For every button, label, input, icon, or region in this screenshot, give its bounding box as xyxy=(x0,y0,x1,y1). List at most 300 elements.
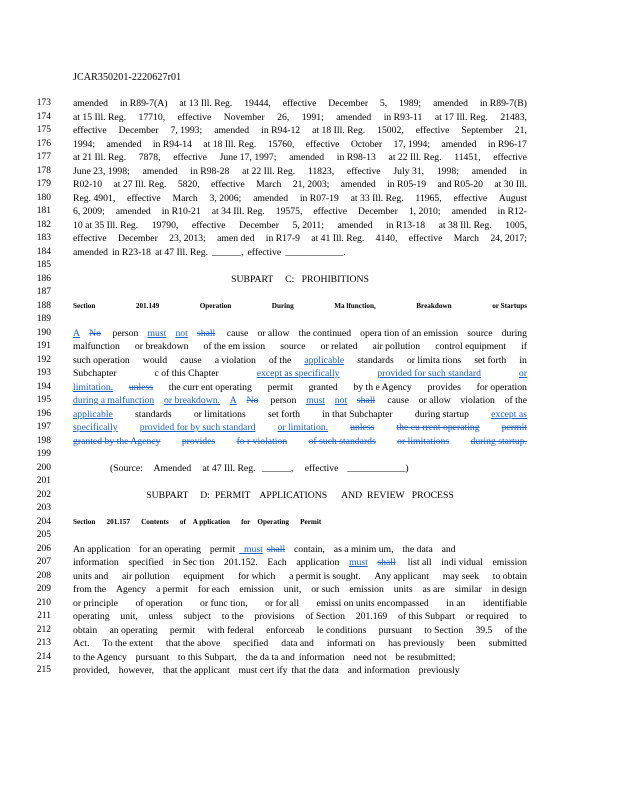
text-segment: December xyxy=(358,206,398,217)
text-segment: effective xyxy=(415,125,450,136)
text-segment: 1998; xyxy=(436,165,459,177)
text-segment: 11823, xyxy=(307,165,335,177)
text-segment: units and xyxy=(73,570,109,582)
document-line xyxy=(35,232,595,245)
text-segment: in R10-21 xyxy=(161,206,201,217)
text-segment: the continued xyxy=(298,327,352,339)
text-segment: by th e Agency xyxy=(353,381,412,393)
document-line xyxy=(35,529,595,542)
text-segment: 1, 2010; xyxy=(408,206,441,217)
text-segment: Ma lfunction, xyxy=(334,301,376,310)
text-segment: R02-10 xyxy=(73,179,103,190)
text-segment: in R23-18 xyxy=(111,246,151,258)
text-segment: air pollution xyxy=(121,570,170,582)
text-segment: le conditions xyxy=(316,624,367,636)
line-text xyxy=(73,651,527,664)
line-number: 202 xyxy=(36,489,51,500)
line-number: 212 xyxy=(36,624,51,635)
line-text xyxy=(73,435,527,448)
text-segment: at 30 Ill. xyxy=(494,179,527,190)
text-segment: or for all xyxy=(265,597,300,609)
inserted-text: A xyxy=(229,395,237,406)
text-segment: effective xyxy=(453,192,488,204)
text-segment: or limita tions xyxy=(406,354,462,366)
text-segment: effective xyxy=(305,138,340,150)
text-segment: amended xyxy=(432,98,468,109)
text-segment: that the above xyxy=(165,638,221,649)
text-segment: November xyxy=(223,111,265,123)
text-segment: amended xyxy=(340,179,376,190)
text-segment: or related xyxy=(320,341,358,352)
text-segment: 1005, xyxy=(505,219,527,231)
text-segment: 11451, xyxy=(454,152,481,163)
text-segment: from the xyxy=(73,584,107,595)
text-segment: or limitations xyxy=(193,408,246,420)
text-segment: for each xyxy=(198,584,230,595)
text-segment: identifiable xyxy=(482,597,527,609)
line-number: 176 xyxy=(36,138,51,149)
document-line xyxy=(35,489,595,502)
text-segment: 21483, xyxy=(500,111,527,123)
line-number: 210 xyxy=(36,597,51,608)
document-line xyxy=(35,219,595,232)
text-segment: at 15 Ill. Reg. xyxy=(73,111,127,123)
text-segment: of A pplication xyxy=(172,517,230,526)
line-text xyxy=(73,489,527,502)
text-segment: amended xyxy=(73,98,108,109)
line-text xyxy=(73,394,527,407)
text-segment: 19444, xyxy=(244,98,271,109)
text-segment: during xyxy=(501,327,527,339)
deleted-text: granted by the Agency xyxy=(73,435,161,447)
document-line xyxy=(35,367,595,380)
document-line xyxy=(35,664,595,677)
text-segment: at 17 Ill. Reg. xyxy=(434,111,488,123)
line-text xyxy=(73,246,527,259)
line-text xyxy=(73,111,527,124)
text-segment: Subchapter xyxy=(73,368,117,379)
line-number: 182 xyxy=(36,219,51,230)
text-segment: need not xyxy=(348,651,387,663)
inserted-text: specifically xyxy=(73,422,118,433)
text-segment: information xyxy=(298,651,345,663)
text-segment: ______, xyxy=(259,462,294,474)
line-number: 211 xyxy=(37,611,51,621)
text-segment: and R05-20 xyxy=(437,179,483,190)
document-line xyxy=(35,516,595,529)
text-segment: of the em ission xyxy=(203,341,266,352)
line-number: 197 xyxy=(36,422,51,432)
text-segment: at 41 Ill. Reg. xyxy=(311,233,365,244)
document-line xyxy=(35,597,595,610)
text-segment: set forth xyxy=(474,354,507,366)
line-number: 205 xyxy=(36,530,51,540)
document-line xyxy=(35,421,595,434)
text-segment: at 47 Ill. Reg. xyxy=(155,246,209,258)
text-segment: at 18 Ill. Reg. xyxy=(203,138,257,150)
line-text xyxy=(73,300,527,313)
line-text xyxy=(73,583,527,596)
text-segment: at 38 Ill. Reg. xyxy=(438,219,492,231)
document-line xyxy=(35,313,595,326)
text-segment: as are xyxy=(422,584,445,595)
text-segment: at 33 Ill. Reg. xyxy=(350,192,404,204)
line-text xyxy=(73,192,527,205)
inserted-text: or breakdown. xyxy=(164,395,220,406)
text-segment: effective xyxy=(191,219,226,231)
line-number: 173 xyxy=(36,98,51,108)
text-segment: must cert ify xyxy=(233,665,288,676)
text-segment: that the data xyxy=(291,665,339,676)
text-segment: person xyxy=(268,395,297,406)
line-text xyxy=(73,624,527,637)
text-segment: 21, 2003; xyxy=(292,179,330,190)
text-segment: amended xyxy=(289,152,325,163)
document-line xyxy=(35,192,595,205)
text-segment: to obtain xyxy=(492,570,527,582)
text-segment: March xyxy=(172,192,198,204)
text-segment: effective xyxy=(211,179,245,190)
text-segment: 19575, xyxy=(275,206,303,217)
line-number: 186 xyxy=(36,273,51,284)
text-segment: 15760, xyxy=(267,138,295,150)
text-segment: provides xyxy=(427,381,461,393)
text-segment: Reg. 4901, xyxy=(73,192,116,204)
inserted-text: must xyxy=(348,557,368,568)
document-line xyxy=(35,381,595,394)
text-segment: in R12- xyxy=(497,206,527,217)
document-line xyxy=(35,286,595,299)
text-segment: in an xyxy=(446,597,466,609)
text-segment: amended xyxy=(115,206,151,217)
text-segment: Each xyxy=(267,557,287,568)
text-segment: December xyxy=(239,219,279,231)
text-segment: granted xyxy=(308,381,338,393)
text-segment: 15002, xyxy=(377,125,404,136)
text-segment: at 34 Ill. Reg. xyxy=(211,206,265,217)
text-segment: effective xyxy=(346,165,381,177)
text-segment: or func tion, xyxy=(200,597,248,609)
text-segment: previously xyxy=(413,665,460,676)
text-segment: 201.149 xyxy=(135,301,160,310)
text-segment: Section xyxy=(73,517,96,526)
line-number: 196 xyxy=(36,408,51,419)
text-segment: unit, xyxy=(120,611,138,622)
text-segment: provided, xyxy=(73,665,110,676)
text-segment: emission xyxy=(349,584,384,595)
deleted-text: unless xyxy=(128,381,154,393)
text-segment: July 31, xyxy=(393,165,425,177)
text-segment: 39.5 xyxy=(475,624,493,636)
text-segment: in R94-12 xyxy=(261,125,301,136)
document-line xyxy=(35,408,595,421)
text-segment: of Section xyxy=(305,611,345,622)
text-segment: of the xyxy=(504,624,527,636)
inserted-text: provided for such standard xyxy=(377,368,481,379)
text-segment: in R93-11 xyxy=(383,111,423,123)
text-segment: 1989; xyxy=(399,98,422,109)
text-segment: cause xyxy=(384,395,409,406)
text-segment: of this Subpart xyxy=(397,611,456,622)
text-segment: cause xyxy=(224,327,249,339)
text-segment: March xyxy=(256,179,282,190)
text-segment: permit xyxy=(267,381,293,393)
deleted-text: unless xyxy=(350,422,375,433)
line-number: 209 xyxy=(36,584,51,594)
text-segment: an operating xyxy=(109,624,158,636)
text-segment: at 47 Ill. Reg. xyxy=(195,462,256,474)
text-segment: amended xyxy=(73,246,108,258)
inserted-text: during a malfunction xyxy=(73,395,155,406)
line-number: 180 xyxy=(36,192,51,203)
text-segment: To the extent xyxy=(102,638,153,649)
line-text xyxy=(73,637,527,650)
document-line xyxy=(35,151,595,164)
inserted-text: must xyxy=(239,543,263,555)
line-number: 201 xyxy=(36,476,51,486)
document-line xyxy=(35,462,595,475)
text-segment: SUBPART C: PROHIBITIONS xyxy=(231,273,369,285)
text-segment: specified xyxy=(233,638,269,649)
text-segment: An application xyxy=(73,543,131,555)
text-segment: 17710, xyxy=(138,111,166,123)
text-segment: effective xyxy=(282,98,317,109)
text-segment: at 13 Ill. Reg. xyxy=(179,98,233,109)
line-text xyxy=(73,205,527,218)
line-number: 174 xyxy=(36,111,51,122)
text-segment: at 22 Ill. Reg. xyxy=(242,165,296,177)
text-segment: 201.152. xyxy=(223,557,258,568)
text-segment: 11965, xyxy=(415,192,442,204)
text-segment: During xyxy=(271,301,294,310)
line-number: 190 xyxy=(36,327,51,338)
line-text xyxy=(73,516,527,529)
text-segment: Contents xyxy=(133,517,169,526)
document-line xyxy=(35,178,595,191)
line-number: 181 xyxy=(36,206,51,216)
text-segment: data and xyxy=(281,638,314,649)
line-text xyxy=(73,232,527,245)
inserted-text: must xyxy=(147,327,167,339)
text-segment: to the xyxy=(221,611,244,622)
text-segment: amended xyxy=(253,192,289,204)
deleted-text: during startup. xyxy=(470,435,527,447)
document-line xyxy=(35,273,595,286)
document-line xyxy=(35,124,595,137)
deleted-text: shall xyxy=(266,543,286,555)
deleted-text: shall xyxy=(377,557,396,568)
text-segment: 1994; xyxy=(73,138,96,150)
text-segment: in R17-9 xyxy=(265,233,300,244)
document-line xyxy=(35,637,595,650)
inserted-text: A xyxy=(73,327,80,339)
text-segment: in xyxy=(519,165,527,177)
line-text xyxy=(73,273,527,286)
line-text xyxy=(73,327,527,340)
document-line xyxy=(35,246,595,259)
text-segment: to Section xyxy=(424,624,464,636)
text-segment: ____________. xyxy=(285,246,346,258)
text-segment: amended xyxy=(451,206,487,217)
text-segment: ______, xyxy=(212,246,244,258)
inserted-text: provided for by such standard xyxy=(139,422,256,433)
text-segment: and xyxy=(436,543,456,555)
line-text xyxy=(73,178,527,191)
inserted-text: applicable xyxy=(304,354,345,366)
text-segment: a permit xyxy=(156,584,189,595)
text-segment: operating xyxy=(73,611,110,622)
line-number: 183 xyxy=(36,233,51,243)
text-segment: effective xyxy=(177,111,212,123)
text-segment: in R07-19 xyxy=(299,192,339,204)
text-segment: for operation xyxy=(476,381,527,393)
text-segment: air pollution xyxy=(372,341,421,352)
deleted-text: No xyxy=(246,395,259,406)
deleted-text: of such standards xyxy=(308,435,376,447)
text-segment: pursuant xyxy=(130,651,170,663)
text-segment: in xyxy=(519,354,527,366)
text-segment: a violation xyxy=(214,354,256,366)
text-segment: the data xyxy=(397,543,433,555)
text-segment: 5820, xyxy=(177,179,200,190)
line-text xyxy=(73,543,527,556)
text-segment: that the applicant xyxy=(158,665,230,676)
text-segment: Operation xyxy=(199,301,232,310)
document-line xyxy=(35,394,595,407)
text-segment: 5, xyxy=(379,98,388,109)
document-line xyxy=(35,340,595,353)
line-number: 179 xyxy=(36,179,51,189)
text-segment: 21, xyxy=(514,125,527,136)
text-segment: in R89-7(B) xyxy=(479,98,527,109)
line-number: 213 xyxy=(36,638,51,648)
document-line xyxy=(35,327,595,340)
text-segment: amended xyxy=(142,165,178,177)
text-segment: at 18 Ill. Reg. xyxy=(312,125,366,136)
text-segment: effective xyxy=(297,462,339,474)
text-segment: effective xyxy=(493,152,527,163)
line-number: 208 xyxy=(36,570,51,581)
text-segment: provisions xyxy=(254,611,295,622)
line-text xyxy=(73,381,527,394)
text-segment: Section xyxy=(73,301,96,310)
text-segment: to xyxy=(519,611,527,622)
text-segment: amen ded xyxy=(217,233,255,244)
line-number: 178 xyxy=(36,165,51,176)
deleted-text: shall xyxy=(356,395,376,406)
text-segment: of operation xyxy=(135,597,183,609)
text-segment: effective xyxy=(313,206,348,217)
text-segment: at 21 Ill. Reg. xyxy=(73,152,127,163)
text-segment: in R96-17 xyxy=(487,138,527,150)
document-line xyxy=(35,570,595,583)
text-segment: March xyxy=(453,233,480,244)
text-segment: amended xyxy=(441,138,477,150)
line-text xyxy=(73,97,527,110)
line-number: 215 xyxy=(36,665,51,675)
document-line xyxy=(35,111,595,124)
line-number: 175 xyxy=(36,125,51,135)
text-segment: August xyxy=(498,192,527,204)
text-segment: such operation xyxy=(73,354,130,366)
text-segment: the curr ent operating xyxy=(168,381,252,393)
line-text xyxy=(73,354,527,367)
text-segment: 10 at 35 Ill. Reg. xyxy=(73,219,139,231)
text-segment: emission xyxy=(239,584,274,595)
text-segment: in that Subchapter xyxy=(322,408,393,420)
text-segment: application xyxy=(296,557,340,568)
text-segment: during startup xyxy=(414,408,469,420)
text-segment: effective xyxy=(408,233,443,244)
text-segment: or breakdown xyxy=(134,341,189,352)
text-segment: source xyxy=(467,327,493,339)
inserted-text: except as xyxy=(491,408,527,420)
text-segment: the da ta and xyxy=(240,651,295,663)
line-number: 185 xyxy=(36,260,51,270)
text-segment: has previously xyxy=(388,638,445,649)
text-segment: indi vidual xyxy=(441,557,483,568)
deleted-text: or limitations xyxy=(397,435,450,447)
text-segment: or allow xyxy=(257,327,290,339)
text-segment: 1991; xyxy=(301,111,324,123)
text-segment: amended xyxy=(336,111,372,123)
text-segment: June 23, 1998; xyxy=(73,165,130,177)
text-segment: permit xyxy=(169,624,196,636)
line-number: 198 xyxy=(36,435,51,446)
text-segment: to the Agency xyxy=(73,651,127,663)
text-segment: Amended xyxy=(146,462,192,474)
text-segment: at 22 Ill. Reg. xyxy=(388,152,442,163)
line-text xyxy=(73,138,527,151)
document-line xyxy=(35,259,595,272)
text-segment: permit xyxy=(205,543,236,555)
text-segment: (Source: xyxy=(110,462,143,474)
text-segment: amended xyxy=(106,138,142,150)
text-segment: Breakdown xyxy=(416,301,452,310)
text-segment: contain, xyxy=(289,543,325,555)
document-line xyxy=(35,543,595,556)
text-segment: December xyxy=(118,125,159,136)
text-segment: in R98-28 xyxy=(190,165,230,177)
text-segment: list all xyxy=(405,557,432,568)
line-text xyxy=(73,664,527,677)
text-segment: or Startups xyxy=(492,301,527,310)
text-segment: violation xyxy=(460,395,495,406)
text-segment: be resubmitted; xyxy=(390,651,456,663)
text-segment: of the xyxy=(504,395,527,406)
text-segment: October xyxy=(350,138,383,150)
text-segment: however, xyxy=(113,665,155,676)
line-number: 207 xyxy=(36,557,51,567)
text-segment: 7, 1993; xyxy=(170,125,203,136)
inserted-text: or xyxy=(518,368,527,379)
text-segment: or allow xyxy=(418,395,451,406)
document-line xyxy=(35,138,595,151)
text-segment: 201.157 xyxy=(99,517,130,526)
line-number: 214 xyxy=(36,651,51,662)
text-segment: 4140, xyxy=(375,233,398,244)
text-segment: source xyxy=(280,341,306,352)
line-number: 199 xyxy=(36,449,51,459)
text-segment: for Operating xyxy=(233,517,289,526)
line-number: 192 xyxy=(36,354,51,365)
text-segment: in R05-19 xyxy=(387,179,427,190)
deleted-text: No xyxy=(89,327,101,339)
document-line xyxy=(35,475,595,488)
text-segment: to this Subpart, xyxy=(173,651,237,663)
text-segment: submitted xyxy=(488,638,527,649)
text-segment: or such xyxy=(311,584,340,595)
